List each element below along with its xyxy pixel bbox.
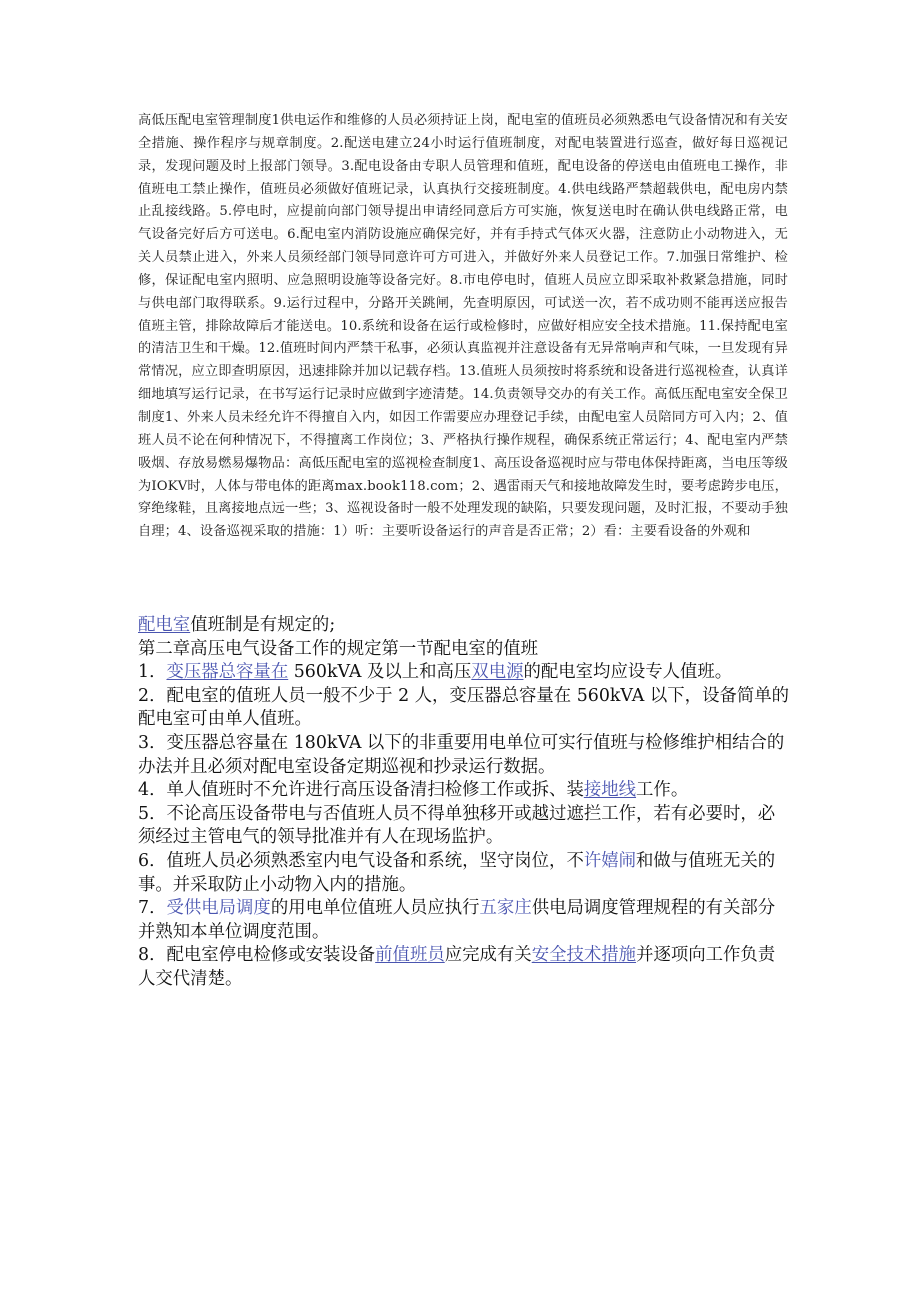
link-transformer-capacity[interactable]: 变压器总容量在 [166, 662, 289, 683]
paragraph-item-7 [138, 897, 790, 944]
link-dual-power[interactable]: 双电源 [471, 662, 524, 683]
item-8-mid: 应完成有关 [444, 945, 532, 966]
paragraph-0-text: 值班制是有规定的; [190, 615, 336, 635]
paragraph-item-6 [138, 850, 790, 897]
intro-paragraph [138, 110, 788, 544]
item-3-text: 3．变压器总容量在 180kVA 以下的非重要用电单位可实行值班与检修维护相结合的办法并且必须对配电室设备定期巡视和抄录运行数据。 [138, 732, 785, 777]
item-1-rest: 的配电室均应设专人值班。 [523, 662, 733, 683]
chapter-heading-text: 第二章高压电气设备工作的规定第一节配电室的值班 [138, 638, 538, 659]
item-4-rest: 工作。 [636, 780, 689, 801]
link-peidianshi[interactable]: 配电室 [138, 615, 191, 635]
item-1-mid: 560kVA 及以上和高压 [288, 662, 472, 683]
item-6-rest: 和做与值班无关的事。并采取防止小动物入内的措施。 [138, 850, 776, 895]
item-6-pre: 6．值班人员必须熟悉室内电气设备和系统，坚守岗位，不 [138, 850, 584, 871]
link-duty-officer[interactable]: 前值班员 [375, 945, 445, 966]
paragraph-item-4 [138, 779, 790, 803]
link-ground-wire[interactable]: 接地线 [583, 780, 637, 801]
item-7-rest: 供电局调度管理规程的有关部分并熟知本单位调度范围。 [138, 898, 776, 942]
link-safety-measures[interactable]: 安全技术措施 [531, 945, 637, 966]
paragraph-item-3 [138, 732, 790, 779]
paragraph-item-5 [138, 803, 790, 850]
paragraph-0 [138, 614, 790, 638]
paragraph-item-8 [138, 944, 790, 991]
item-2-text: 2．配电室的值班人员一般不少于 2 人，变压器总容量在 560kVA 以下，设备简单的配电室可由单人值班。 [138, 685, 790, 730]
item-4-pre: 4．单人值班时不允许进行高压设备清扫检修工作或拆、装 [138, 780, 584, 801]
item-7-mid: 的用电单位值班人员应执行 [270, 898, 480, 919]
paragraph-item-2 [138, 685, 790, 732]
link-wujiazhuang[interactable]: 五家庄 [479, 898, 532, 919]
item-5-text: 5．不论高压设备带电与否值班人员不得单独移开或越过遮拦工作，若有必要时，必须经过主管电气的领导批准并有人在现场监护。 [138, 803, 776, 848]
item-8-pre: 8．配电室停电检修或安装设备 [138, 945, 376, 966]
intro-text: 高低压配电室管理制度1供电运作和维修的人员必须持证上岗，配电室的值班员必须熟悉电气设备情况和有关安全措施、操作程序与规章制度。2.配送电建立24小时运行值班制度，对配电装置进行巡查，做好每日巡视记录，发现问题及时上报部门领导。3.配电设备由专职人员管理和值班，配电设备的停送电由值班电工操作，非值班电工禁止操作，值班员必须做好值班记录，认真执行交接班制度。4.供电线路严禁超载供电，配电房内禁止乱接线路。5.停电时，应提前向部门领导提出申请经同意后方可实施，恢复送电时在确认供电线路正常，电气设备完好后方可送电。6.配电室内消防设施应确保完好，并有手持式气体灭火器，注意防止小动物进入，无关人员禁止进入，外来人员须经部门领导同意许可方可进入，并做好外来人员登记工作。7.加强日常维护、检修，保证配电室内照明、应急照明设施等设备完好。8.市电停电时，值班人员应立即采取补救紧急措施，同时与供电部门取得联系。9.运行过程中，分路开关跳闸，先查明原因，可试送一次，若不成功则不能再送应报告值班主管，排除故障后才能送电。10.系统和设备在运行或检修时，应做好相应安全技术措施。11.保持配电室的清洁卫生和干燥。12.值班时间内严禁干私事，必须认真监视并注意设备有无异常响声和气味，一旦发现有异常情况，应立即查明原因，迅速排除并加以记载存档。13.值班人员须按时将系统和设备进行巡视检查，认真详细地填写运行记录，在书写运行记录时应做到字迹清楚。14.负责领导交办的有关工作。高低压配电室安全保卫制度1、外来人员未经允许不得擅自入内，如因工作需要应办理登记手续，由配电室人员陪同方可入内；2、值班人员不论在何种情况下，不得擅离工作岗位；3、严格执行操作规程，确保系统正常运行；4、配电室内严禁吸烟、存放易燃易爆物品：高低压配电室的巡视检查制度1、高压设备巡视时应与带电体保持距离，当电压等级为IOKV时，人体与带电体的距离max.book118.com；2、遇雷雨天气和接地故障发生时，要考虑跨步电压，穿绝缘鞋，且离接地点远一些；3、巡视设备时一般不处理发现的缺陷，只要发现问题，及时汇报，不要动手独自理；4、设备巡视采取的措施：1）听：主要听设备运行的声音是否正常；2）看：主要看设备的外观和 [138, 113, 788, 540]
chapter-heading [138, 638, 790, 662]
main-section [138, 614, 790, 992]
item-1-number: 1． [138, 662, 167, 683]
paragraph-item-1 [138, 661, 790, 685]
item-8-rest: 并逐项向工作负责人交代清楚。 [138, 945, 776, 989]
link-xuxinao[interactable]: 许嬉闹 [583, 850, 637, 871]
item-7-number: 7． [138, 898, 167, 919]
link-dispatch[interactable]: 受供电局调度 [166, 898, 271, 919]
